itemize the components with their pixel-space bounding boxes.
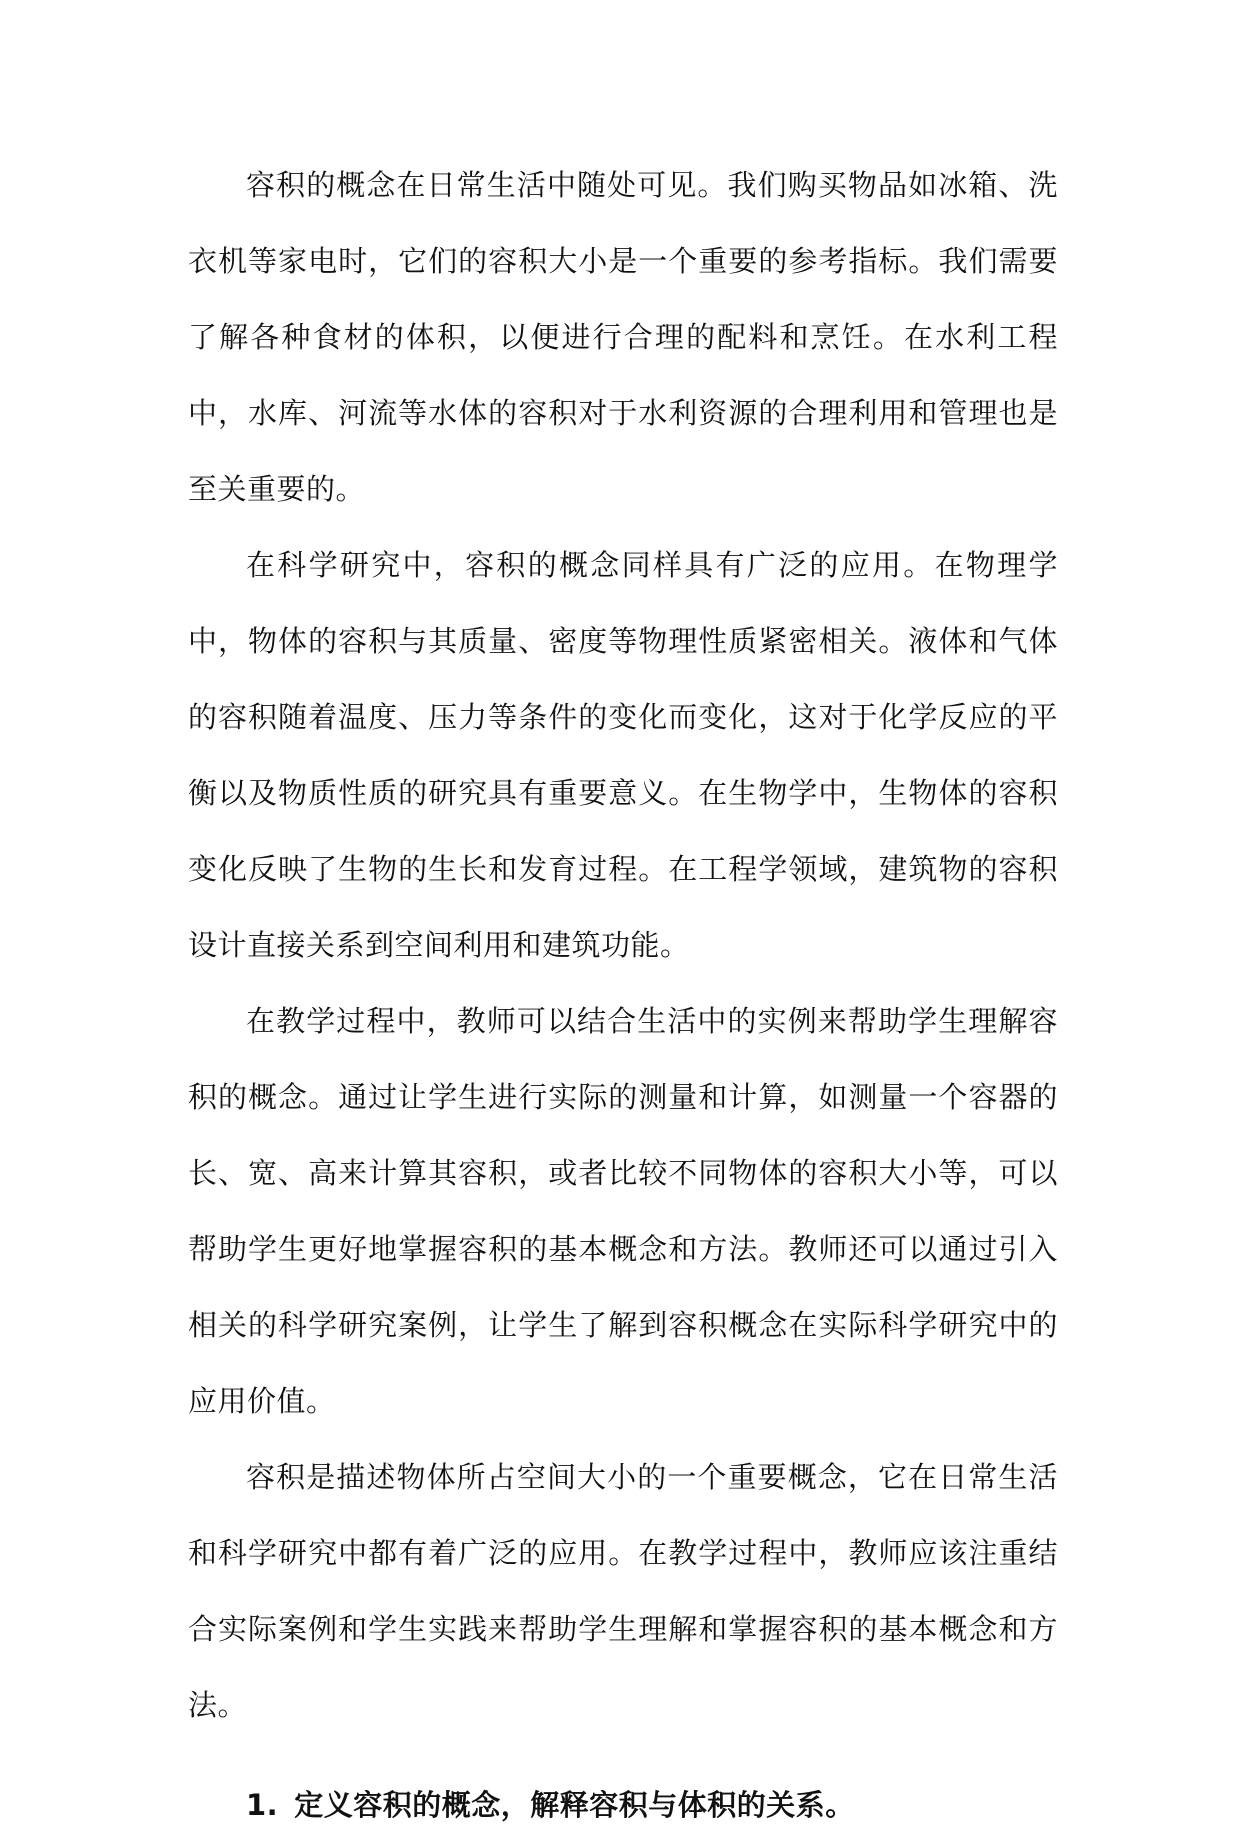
paragraph-teaching: 在教学过程中，教师可以结合生活中的实例来帮助学生理解容积的概念。通过让学生进行实际的测量和计算，如测量一个容器的长、宽、高来计算其容积，或者比较不同物体的容积大小等，可以帮助学生更好地掌握容积的基本概念和方法。教师还可以通过引入相关的科学研究案例，让学生了解到容积概念在实际科学研究中的应用价值。 [188, 1004, 1058, 1418]
section-heading-number: 1. [246, 1788, 279, 1822]
section-heading [188, 1767, 1058, 1843]
section-heading-text: 定义容积的概念，解释容积与体积的关系。 [294, 1788, 855, 1822]
paragraph-daily-life: 容积的概念在日常生活中随处可见。我们购买物品如冰箱、洗衣机等家电时，它们的容积大小是一个重要的参考指标。我们需要了解各种食材的体积，以便进行合理的配料和烹饪。在水利工程中，水库、河流等水体的容积对于水利资源的合理利用和管理也是至关重要的。 [188, 168, 1058, 506]
document-body [188, 147, 1058, 1843]
paragraph-summary: 容积是描述物体所占空间大小的一个重要概念，它在日常生活和科学研究中都有着广泛的应用。在教学过程中，教师应该注重结合实际案例和学生实践来帮助学生理解和掌握容积的基本概念和方法。 [188, 1460, 1058, 1722]
paragraph-scientific-research: 在科学研究中，容积的概念同样具有广泛的应用。在物理学中，物体的容积与其质量、密度等物理性质紧密相关。液体和气体的容积随着温度、压力等条件的变化而变化，这对于化学反应的平衡以及物质性质的研究具有重要意义。在生物学中，生物体的容积变化反映了生物的生长和发育过程。在工程学领域，建筑物的容积设计直接关系到空间利用和建筑功能。 [188, 548, 1058, 962]
